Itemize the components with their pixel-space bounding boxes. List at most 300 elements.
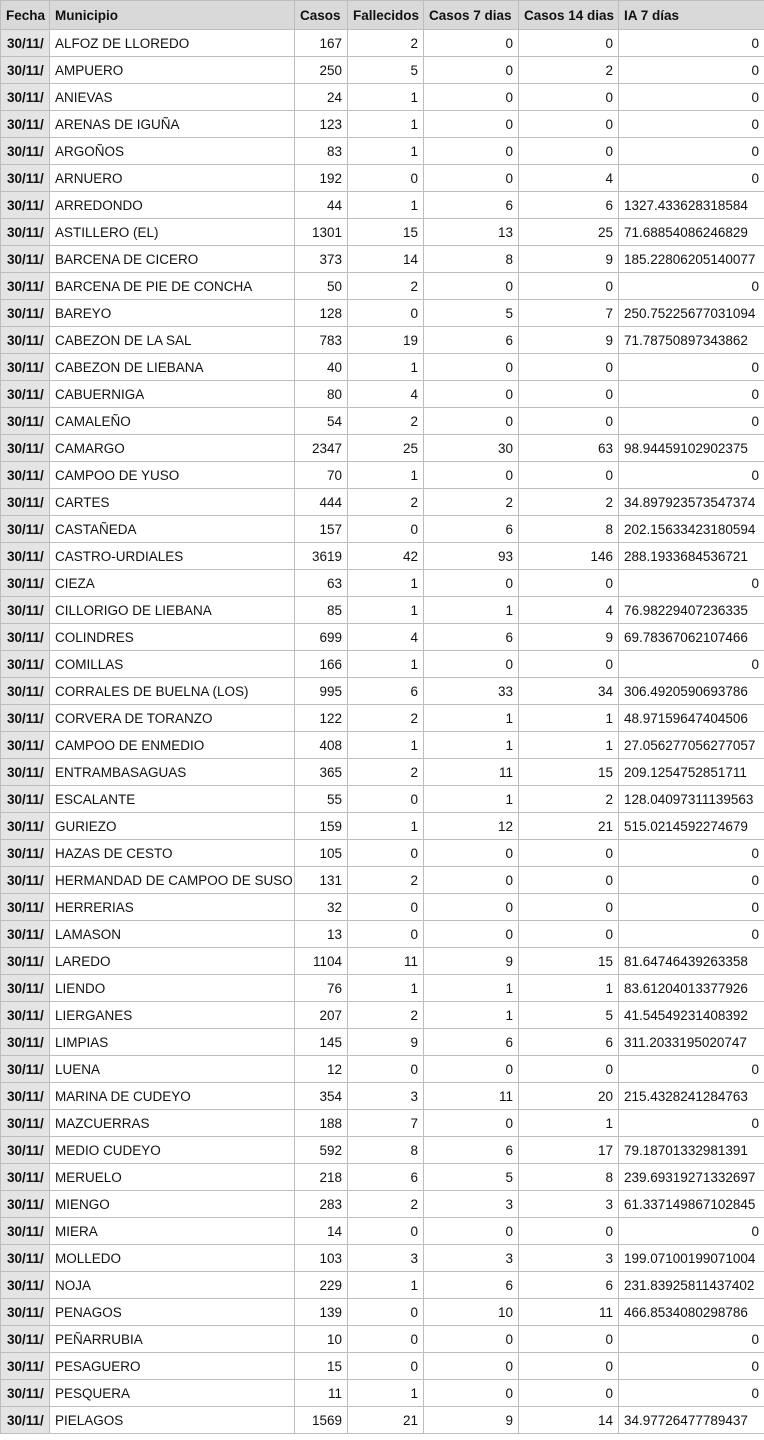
casos-14-dias-cell[interactable]: 2 xyxy=(519,786,619,813)
fecha-cell[interactable]: 30/11/ xyxy=(1,30,50,57)
fecha-cell[interactable]: 30/11/ xyxy=(1,462,50,489)
casos-cell[interactable]: 1104 xyxy=(295,948,348,975)
municipio-cell[interactable]: ARREDONDO xyxy=(50,192,295,219)
fecha-cell[interactable]: 30/11/ xyxy=(1,759,50,786)
casos-cell[interactable]: 365 xyxy=(295,759,348,786)
casos-14-dias-cell[interactable]: 0 xyxy=(519,651,619,678)
municipio-cell[interactable]: PIELAGOS xyxy=(50,1407,295,1434)
casos-14-dias-cell[interactable]: 20 xyxy=(519,1083,619,1110)
casos-7-dias-cell[interactable]: 2 xyxy=(424,489,519,516)
ia-7-dias-cell[interactable]: 98.94459102902375 xyxy=(619,435,764,462)
casos-cell[interactable]: 444 xyxy=(295,489,348,516)
casos-cell[interactable]: 354 xyxy=(295,1083,348,1110)
casos-cell[interactable]: 32 xyxy=(295,894,348,921)
ia-7-dias-cell[interactable]: 199.07100199071004 xyxy=(619,1245,764,1272)
casos-7-dias-cell[interactable]: 0 xyxy=(424,1056,519,1083)
casos-cell[interactable]: 139 xyxy=(295,1299,348,1326)
casos-14-dias-cell[interactable]: 9 xyxy=(519,327,619,354)
fallecidos-cell[interactable]: 1 xyxy=(348,597,424,624)
ia-7-dias-cell[interactable]: 48.97159647404506 xyxy=(619,705,764,732)
ia-7-dias-cell[interactable]: 41.54549231408392 xyxy=(619,1002,764,1029)
casos-cell[interactable]: 592 xyxy=(295,1137,348,1164)
municipio-cell[interactable]: PESQUERA xyxy=(50,1380,295,1407)
municipio-cell[interactable]: CABEZON DE LIEBANA xyxy=(50,354,295,381)
ia-7-dias-cell[interactable]: 0 xyxy=(619,273,764,300)
fallecidos-cell[interactable]: 0 xyxy=(348,1056,424,1083)
casos-cell[interactable]: 159 xyxy=(295,813,348,840)
fecha-cell[interactable]: 30/11/ xyxy=(1,219,50,246)
casos-7-dias-cell[interactable]: 0 xyxy=(424,462,519,489)
fallecidos-cell[interactable]: 2 xyxy=(348,273,424,300)
fallecidos-cell[interactable]: 1 xyxy=(348,111,424,138)
casos-cell[interactable]: 207 xyxy=(295,1002,348,1029)
casos-cell[interactable]: 783 xyxy=(295,327,348,354)
casos-7-dias-cell[interactable]: 0 xyxy=(424,570,519,597)
fecha-cell[interactable]: 30/11/ xyxy=(1,408,50,435)
ia-7-dias-cell[interactable]: 185.22806205140077 xyxy=(619,246,764,273)
casos-cell[interactable]: 166 xyxy=(295,651,348,678)
municipio-cell[interactable]: NOJA xyxy=(50,1272,295,1299)
fallecidos-cell[interactable]: 1 xyxy=(348,192,424,219)
casos-14-dias-cell[interactable]: 0 xyxy=(519,354,619,381)
casos-14-dias-cell[interactable]: 21 xyxy=(519,813,619,840)
fallecidos-cell[interactable]: 0 xyxy=(348,516,424,543)
fallecidos-cell[interactable]: 1 xyxy=(348,462,424,489)
ia-7-dias-cell[interactable]: 0 xyxy=(619,1353,764,1380)
header-casos-14-dias[interactable]: Casos 14 dias xyxy=(519,1,619,30)
ia-7-dias-cell[interactable]: 0 xyxy=(619,1056,764,1083)
casos-7-dias-cell[interactable]: 13 xyxy=(424,219,519,246)
casos-14-dias-cell[interactable]: 6 xyxy=(519,192,619,219)
casos-cell[interactable]: 157 xyxy=(295,516,348,543)
casos-cell[interactable]: 373 xyxy=(295,246,348,273)
ia-7-dias-cell[interactable]: 83.61204013377926 xyxy=(619,975,764,1002)
casos-7-dias-cell[interactable]: 0 xyxy=(424,381,519,408)
casos-7-dias-cell[interactable]: 1 xyxy=(424,597,519,624)
casos-cell[interactable]: 408 xyxy=(295,732,348,759)
fallecidos-cell[interactable]: 2 xyxy=(348,489,424,516)
casos-14-dias-cell[interactable]: 9 xyxy=(519,246,619,273)
casos-14-dias-cell[interactable]: 0 xyxy=(519,408,619,435)
casos-cell[interactable]: 10 xyxy=(295,1326,348,1353)
casos-7-dias-cell[interactable]: 6 xyxy=(424,624,519,651)
casos-cell[interactable]: 55 xyxy=(295,786,348,813)
casos-cell[interactable]: 80 xyxy=(295,381,348,408)
casos-7-dias-cell[interactable]: 0 xyxy=(424,354,519,381)
fallecidos-cell[interactable]: 0 xyxy=(348,894,424,921)
casos-14-dias-cell[interactable]: 0 xyxy=(519,1326,619,1353)
casos-14-dias-cell[interactable]: 3 xyxy=(519,1245,619,1272)
fecha-cell[interactable]: 30/11/ xyxy=(1,1191,50,1218)
casos-7-dias-cell[interactable]: 0 xyxy=(424,921,519,948)
municipio-cell[interactable]: HERRERIAS xyxy=(50,894,295,921)
municipio-cell[interactable]: CAMPOO DE YUSO xyxy=(50,462,295,489)
fallecidos-cell[interactable]: 9 xyxy=(348,1029,424,1056)
header-casos[interactable]: Casos xyxy=(295,1,348,30)
casos-7-dias-cell[interactable]: 0 xyxy=(424,1380,519,1407)
ia-7-dias-cell[interactable]: 0 xyxy=(619,570,764,597)
ia-7-dias-cell[interactable]: 0 xyxy=(619,138,764,165)
municipio-cell[interactable]: ESCALANTE xyxy=(50,786,295,813)
casos-7-dias-cell[interactable]: 0 xyxy=(424,138,519,165)
ia-7-dias-cell[interactable]: 0 xyxy=(619,354,764,381)
fecha-cell[interactable]: 30/11/ xyxy=(1,1137,50,1164)
municipio-cell[interactable]: PESAGUERO xyxy=(50,1353,295,1380)
casos-cell[interactable]: 229 xyxy=(295,1272,348,1299)
casos-7-dias-cell[interactable]: 0 xyxy=(424,840,519,867)
ia-7-dias-cell[interactable]: 0 xyxy=(619,462,764,489)
fecha-cell[interactable]: 30/11/ xyxy=(1,1272,50,1299)
ia-7-dias-cell[interactable]: 515.0214592274679 xyxy=(619,813,764,840)
fecha-cell[interactable]: 30/11/ xyxy=(1,732,50,759)
fecha-cell[interactable]: 30/11/ xyxy=(1,1245,50,1272)
fallecidos-cell[interactable]: 3 xyxy=(348,1083,424,1110)
casos-14-dias-cell[interactable]: 1 xyxy=(519,975,619,1002)
fallecidos-cell[interactable]: 15 xyxy=(348,219,424,246)
casos-7-dias-cell[interactable]: 33 xyxy=(424,678,519,705)
fallecidos-cell[interactable]: 0 xyxy=(348,1218,424,1245)
municipio-cell[interactable]: MOLLEDO xyxy=(50,1245,295,1272)
casos-14-dias-cell[interactable]: 1 xyxy=(519,705,619,732)
fallecidos-cell[interactable]: 6 xyxy=(348,678,424,705)
fallecidos-cell[interactable]: 1 xyxy=(348,1380,424,1407)
casos-7-dias-cell[interactable]: 6 xyxy=(424,1029,519,1056)
ia-7-dias-cell[interactable]: 69.78367062107466 xyxy=(619,624,764,651)
ia-7-dias-cell[interactable]: 202.15633423180594 xyxy=(619,516,764,543)
casos-14-dias-cell[interactable]: 17 xyxy=(519,1137,619,1164)
casos-7-dias-cell[interactable]: 1 xyxy=(424,705,519,732)
municipio-cell[interactable]: CASTAÑEDA xyxy=(50,516,295,543)
fecha-cell[interactable]: 30/11/ xyxy=(1,165,50,192)
municipio-cell[interactable]: PENAGOS xyxy=(50,1299,295,1326)
fecha-cell[interactable]: 30/11/ xyxy=(1,1299,50,1326)
ia-7-dias-cell[interactable]: 71.78750897343862 xyxy=(619,327,764,354)
casos-7-dias-cell[interactable]: 3 xyxy=(424,1191,519,1218)
casos-cell[interactable]: 145 xyxy=(295,1029,348,1056)
casos-7-dias-cell[interactable]: 30 xyxy=(424,435,519,462)
casos-14-dias-cell[interactable]: 11 xyxy=(519,1299,619,1326)
casos-14-dias-cell[interactable]: 14 xyxy=(519,1407,619,1434)
casos-7-dias-cell[interactable]: 0 xyxy=(424,408,519,435)
casos-14-dias-cell[interactable]: 0 xyxy=(519,921,619,948)
ia-7-dias-cell[interactable]: 71.68854086246829 xyxy=(619,219,764,246)
fallecidos-cell[interactable]: 2 xyxy=(348,705,424,732)
fallecidos-cell[interactable]: 0 xyxy=(348,1299,424,1326)
ia-7-dias-cell[interactable]: 215.4328241284763 xyxy=(619,1083,764,1110)
casos-cell[interactable]: 85 xyxy=(295,597,348,624)
casos-7-dias-cell[interactable]: 8 xyxy=(424,246,519,273)
casos-cell[interactable]: 1569 xyxy=(295,1407,348,1434)
casos-7-dias-cell[interactable]: 1 xyxy=(424,1002,519,1029)
municipio-cell[interactable]: LUENA xyxy=(50,1056,295,1083)
casos-14-dias-cell[interactable]: 7 xyxy=(519,300,619,327)
casos-cell[interactable]: 122 xyxy=(295,705,348,732)
casos-14-dias-cell[interactable]: 0 xyxy=(519,30,619,57)
header-fecha[interactable]: Fecha xyxy=(1,1,50,30)
municipio-cell[interactable]: MERUELO xyxy=(50,1164,295,1191)
fallecidos-cell[interactable]: 3 xyxy=(348,1245,424,1272)
ia-7-dias-cell[interactable]: 466.8534080298786 xyxy=(619,1299,764,1326)
casos-cell[interactable]: 54 xyxy=(295,408,348,435)
ia-7-dias-cell[interactable]: 79.18701332981391 xyxy=(619,1137,764,1164)
municipio-cell[interactable]: ENTRAMBASAGUAS xyxy=(50,759,295,786)
casos-cell[interactable]: 15 xyxy=(295,1353,348,1380)
casos-14-dias-cell[interactable]: 2 xyxy=(519,489,619,516)
casos-14-dias-cell[interactable]: 0 xyxy=(519,1353,619,1380)
fecha-cell[interactable]: 30/11/ xyxy=(1,354,50,381)
casos-cell[interactable]: 218 xyxy=(295,1164,348,1191)
fallecidos-cell[interactable]: 1 xyxy=(348,975,424,1002)
ia-7-dias-cell[interactable]: 0 xyxy=(619,165,764,192)
casos-14-dias-cell[interactable]: 0 xyxy=(519,273,619,300)
fecha-cell[interactable]: 30/11/ xyxy=(1,1029,50,1056)
fecha-cell[interactable]: 30/11/ xyxy=(1,1326,50,1353)
casos-7-dias-cell[interactable]: 11 xyxy=(424,1083,519,1110)
casos-cell[interactable]: 13 xyxy=(295,921,348,948)
fallecidos-cell[interactable]: 0 xyxy=(348,921,424,948)
fecha-cell[interactable]: 30/11/ xyxy=(1,840,50,867)
ia-7-dias-cell[interactable]: 34.897923573547374 xyxy=(619,489,764,516)
casos-cell[interactable]: 50 xyxy=(295,273,348,300)
ia-7-dias-cell[interactable]: 306.4920590693786 xyxy=(619,678,764,705)
casos-14-dias-cell[interactable]: 25 xyxy=(519,219,619,246)
casos-7-dias-cell[interactable]: 11 xyxy=(424,759,519,786)
municipio-cell[interactable]: HAZAS DE CESTO xyxy=(50,840,295,867)
fecha-cell[interactable]: 30/11/ xyxy=(1,1056,50,1083)
municipio-cell[interactable]: COMILLAS xyxy=(50,651,295,678)
casos-cell[interactable]: 83 xyxy=(295,138,348,165)
casos-14-dias-cell[interactable]: 0 xyxy=(519,138,619,165)
municipio-cell[interactable]: MAZCUERRAS xyxy=(50,1110,295,1137)
casos-cell[interactable]: 76 xyxy=(295,975,348,1002)
casos-14-dias-cell[interactable]: 0 xyxy=(519,1056,619,1083)
municipio-cell[interactable]: CAMALEÑO xyxy=(50,408,295,435)
casos-7-dias-cell[interactable]: 6 xyxy=(424,192,519,219)
casos-7-dias-cell[interactable]: 0 xyxy=(424,1110,519,1137)
municipio-cell[interactable]: LAREDO xyxy=(50,948,295,975)
municipio-cell[interactable]: LIERGANES xyxy=(50,1002,295,1029)
municipio-cell[interactable]: LIENDO xyxy=(50,975,295,1002)
casos-7-dias-cell[interactable]: 0 xyxy=(424,165,519,192)
casos-cell[interactable]: 699 xyxy=(295,624,348,651)
fallecidos-cell[interactable]: 8 xyxy=(348,1137,424,1164)
casos-7-dias-cell[interactable]: 9 xyxy=(424,948,519,975)
fallecidos-cell[interactable]: 0 xyxy=(348,840,424,867)
ia-7-dias-cell[interactable]: 239.69319271332697 xyxy=(619,1164,764,1191)
casos-14-dias-cell[interactable]: 0 xyxy=(519,840,619,867)
fallecidos-cell[interactable]: 5 xyxy=(348,57,424,84)
fallecidos-cell[interactable]: 1 xyxy=(348,354,424,381)
ia-7-dias-cell[interactable]: 0 xyxy=(619,651,764,678)
casos-cell[interactable]: 40 xyxy=(295,354,348,381)
ia-7-dias-cell[interactable]: 0 xyxy=(619,921,764,948)
fecha-cell[interactable]: 30/11/ xyxy=(1,975,50,1002)
casos-7-dias-cell[interactable]: 5 xyxy=(424,1164,519,1191)
casos-cell[interactable]: 3619 xyxy=(295,543,348,570)
casos-7-dias-cell[interactable]: 1 xyxy=(424,975,519,1002)
ia-7-dias-cell[interactable]: 34.97726477789437 xyxy=(619,1407,764,1434)
fallecidos-cell[interactable]: 2 xyxy=(348,1191,424,1218)
ia-7-dias-cell[interactable]: 0 xyxy=(619,894,764,921)
fallecidos-cell[interactable]: 0 xyxy=(348,1353,424,1380)
casos-7-dias-cell[interactable]: 3 xyxy=(424,1245,519,1272)
municipio-cell[interactable]: CABEZON DE LA SAL xyxy=(50,327,295,354)
casos-14-dias-cell[interactable]: 9 xyxy=(519,624,619,651)
fallecidos-cell[interactable]: 1 xyxy=(348,84,424,111)
municipio-cell[interactable]: CORRALES DE BUELNA (LOS) xyxy=(50,678,295,705)
casos-14-dias-cell[interactable]: 4 xyxy=(519,165,619,192)
ia-7-dias-cell[interactable]: 61.337149867102845 xyxy=(619,1191,764,1218)
header-ia-7-dias[interactable]: IA 7 días xyxy=(619,1,764,30)
header-municipio[interactable]: Municipio xyxy=(50,1,295,30)
fecha-cell[interactable]: 30/11/ xyxy=(1,570,50,597)
casos-7-dias-cell[interactable]: 5 xyxy=(424,300,519,327)
casos-cell[interactable]: 70 xyxy=(295,462,348,489)
municipio-cell[interactable]: CILLORIGO DE LIEBANA xyxy=(50,597,295,624)
fallecidos-cell[interactable]: 19 xyxy=(348,327,424,354)
casos-14-dias-cell[interactable]: 6 xyxy=(519,1029,619,1056)
ia-7-dias-cell[interactable]: 0 xyxy=(619,1380,764,1407)
ia-7-dias-cell[interactable]: 0 xyxy=(619,30,764,57)
ia-7-dias-cell[interactable]: 250.75225677031094 xyxy=(619,300,764,327)
fallecidos-cell[interactable]: 2 xyxy=(348,408,424,435)
casos-cell[interactable]: 250 xyxy=(295,57,348,84)
ia-7-dias-cell[interactable]: 288.1933684536721 xyxy=(619,543,764,570)
fecha-cell[interactable]: 30/11/ xyxy=(1,786,50,813)
fallecidos-cell[interactable]: 0 xyxy=(348,165,424,192)
casos-cell[interactable]: 1301 xyxy=(295,219,348,246)
ia-7-dias-cell[interactable]: 81.64746439263358 xyxy=(619,948,764,975)
municipio-cell[interactable]: MIENGO xyxy=(50,1191,295,1218)
fallecidos-cell[interactable]: 2 xyxy=(348,30,424,57)
header-casos-7-dias[interactable]: Casos 7 dias xyxy=(424,1,519,30)
municipio-cell[interactable]: ARENAS DE IGUÑA xyxy=(50,111,295,138)
casos-7-dias-cell[interactable]: 6 xyxy=(424,327,519,354)
municipio-cell[interactable]: ARNUERO xyxy=(50,165,295,192)
casos-7-dias-cell[interactable]: 0 xyxy=(424,651,519,678)
casos-cell[interactable]: 131 xyxy=(295,867,348,894)
casos-cell[interactable]: 12 xyxy=(295,1056,348,1083)
casos-7-dias-cell[interactable]: 93 xyxy=(424,543,519,570)
municipio-cell[interactable]: CARTES xyxy=(50,489,295,516)
municipio-cell[interactable]: COLINDRES xyxy=(50,624,295,651)
casos-14-dias-cell[interactable]: 0 xyxy=(519,570,619,597)
ia-7-dias-cell[interactable]: 0 xyxy=(619,381,764,408)
casos-14-dias-cell[interactable]: 0 xyxy=(519,867,619,894)
municipio-cell[interactable]: GURIEZO xyxy=(50,813,295,840)
casos-7-dias-cell[interactable]: 1 xyxy=(424,732,519,759)
casos-14-dias-cell[interactable]: 146 xyxy=(519,543,619,570)
municipio-cell[interactable]: HERMANDAD DE CAMPOO DE SUSO xyxy=(50,867,295,894)
casos-14-dias-cell[interactable]: 0 xyxy=(519,462,619,489)
municipio-cell[interactable]: MARINA DE CUDEYO xyxy=(50,1083,295,1110)
fallecidos-cell[interactable]: 4 xyxy=(348,381,424,408)
municipio-cell[interactable]: ASTILLERO (EL) xyxy=(50,219,295,246)
casos-14-dias-cell[interactable]: 0 xyxy=(519,381,619,408)
municipio-cell[interactable]: PEÑARRUBIA xyxy=(50,1326,295,1353)
fallecidos-cell[interactable]: 0 xyxy=(348,786,424,813)
casos-7-dias-cell[interactable]: 6 xyxy=(424,1272,519,1299)
casos-7-dias-cell[interactable]: 0 xyxy=(424,1218,519,1245)
casos-7-dias-cell[interactable]: 1 xyxy=(424,786,519,813)
casos-cell[interactable]: 14 xyxy=(295,1218,348,1245)
fecha-cell[interactable]: 30/11/ xyxy=(1,1353,50,1380)
fallecidos-cell[interactable]: 1 xyxy=(348,1272,424,1299)
casos-7-dias-cell[interactable]: 6 xyxy=(424,1137,519,1164)
casos-14-dias-cell[interactable]: 63 xyxy=(519,435,619,462)
header-fallecidos[interactable]: Fallecidos xyxy=(348,1,424,30)
casos-7-dias-cell[interactable]: 0 xyxy=(424,867,519,894)
casos-cell[interactable]: 283 xyxy=(295,1191,348,1218)
casos-14-dias-cell[interactable]: 15 xyxy=(519,759,619,786)
fallecidos-cell[interactable]: 6 xyxy=(348,1164,424,1191)
fallecidos-cell[interactable]: 0 xyxy=(348,300,424,327)
casos-cell[interactable]: 103 xyxy=(295,1245,348,1272)
fallecidos-cell[interactable]: 25 xyxy=(348,435,424,462)
fecha-cell[interactable]: 30/11/ xyxy=(1,948,50,975)
casos-7-dias-cell[interactable]: 0 xyxy=(424,1326,519,1353)
fecha-cell[interactable]: 30/11/ xyxy=(1,678,50,705)
fallecidos-cell[interactable]: 1 xyxy=(348,138,424,165)
fecha-cell[interactable]: 30/11/ xyxy=(1,705,50,732)
fecha-cell[interactable]: 30/11/ xyxy=(1,1164,50,1191)
fecha-cell[interactable]: 30/11/ xyxy=(1,489,50,516)
fecha-cell[interactable]: 30/11/ xyxy=(1,327,50,354)
municipio-cell[interactable]: CASTRO-URDIALES xyxy=(50,543,295,570)
casos-14-dias-cell[interactable]: 0 xyxy=(519,894,619,921)
fecha-cell[interactable]: 30/11/ xyxy=(1,111,50,138)
ia-7-dias-cell[interactable]: 0 xyxy=(619,840,764,867)
fallecidos-cell[interactable]: 1 xyxy=(348,570,424,597)
fecha-cell[interactable]: 30/11/ xyxy=(1,435,50,462)
casos-7-dias-cell[interactable]: 6 xyxy=(424,516,519,543)
casos-14-dias-cell[interactable]: 8 xyxy=(519,516,619,543)
fecha-cell[interactable]: 30/11/ xyxy=(1,138,50,165)
casos-cell[interactable]: 2347 xyxy=(295,435,348,462)
fallecidos-cell[interactable]: 11 xyxy=(348,948,424,975)
fecha-cell[interactable]: 30/11/ xyxy=(1,1380,50,1407)
fallecidos-cell[interactable]: 2 xyxy=(348,759,424,786)
casos-14-dias-cell[interactable]: 4 xyxy=(519,597,619,624)
municipio-cell[interactable]: CABUERNIGA xyxy=(50,381,295,408)
ia-7-dias-cell[interactable]: 0 xyxy=(619,111,764,138)
ia-7-dias-cell[interactable]: 311.2033195020747 xyxy=(619,1029,764,1056)
municipio-cell[interactable]: CIEZA xyxy=(50,570,295,597)
fecha-cell[interactable]: 30/11/ xyxy=(1,57,50,84)
fecha-cell[interactable]: 30/11/ xyxy=(1,651,50,678)
ia-7-dias-cell[interactable]: 0 xyxy=(619,84,764,111)
fecha-cell[interactable]: 30/11/ xyxy=(1,921,50,948)
ia-7-dias-cell[interactable]: 209.1254752851711 xyxy=(619,759,764,786)
municipio-cell[interactable]: LIMPIAS xyxy=(50,1029,295,1056)
casos-7-dias-cell[interactable]: 0 xyxy=(424,57,519,84)
fecha-cell[interactable]: 30/11/ xyxy=(1,597,50,624)
fecha-cell[interactable]: 30/11/ xyxy=(1,1083,50,1110)
casos-cell[interactable]: 63 xyxy=(295,570,348,597)
municipio-cell[interactable]: BARCENA DE PIE DE CONCHA xyxy=(50,273,295,300)
casos-14-dias-cell[interactable]: 0 xyxy=(519,111,619,138)
fallecidos-cell[interactable]: 0 xyxy=(348,1326,424,1353)
fallecidos-cell[interactable]: 2 xyxy=(348,1002,424,1029)
ia-7-dias-cell[interactable]: 0 xyxy=(619,57,764,84)
fecha-cell[interactable]: 30/11/ xyxy=(1,300,50,327)
casos-7-dias-cell[interactable]: 0 xyxy=(424,894,519,921)
ia-7-dias-cell[interactable]: 231.83925811437402 xyxy=(619,1272,764,1299)
municipio-cell[interactable]: CAMARGO xyxy=(50,435,295,462)
fallecidos-cell[interactable]: 21 xyxy=(348,1407,424,1434)
casos-7-dias-cell[interactable]: 0 xyxy=(424,30,519,57)
casos-7-dias-cell[interactable]: 0 xyxy=(424,111,519,138)
